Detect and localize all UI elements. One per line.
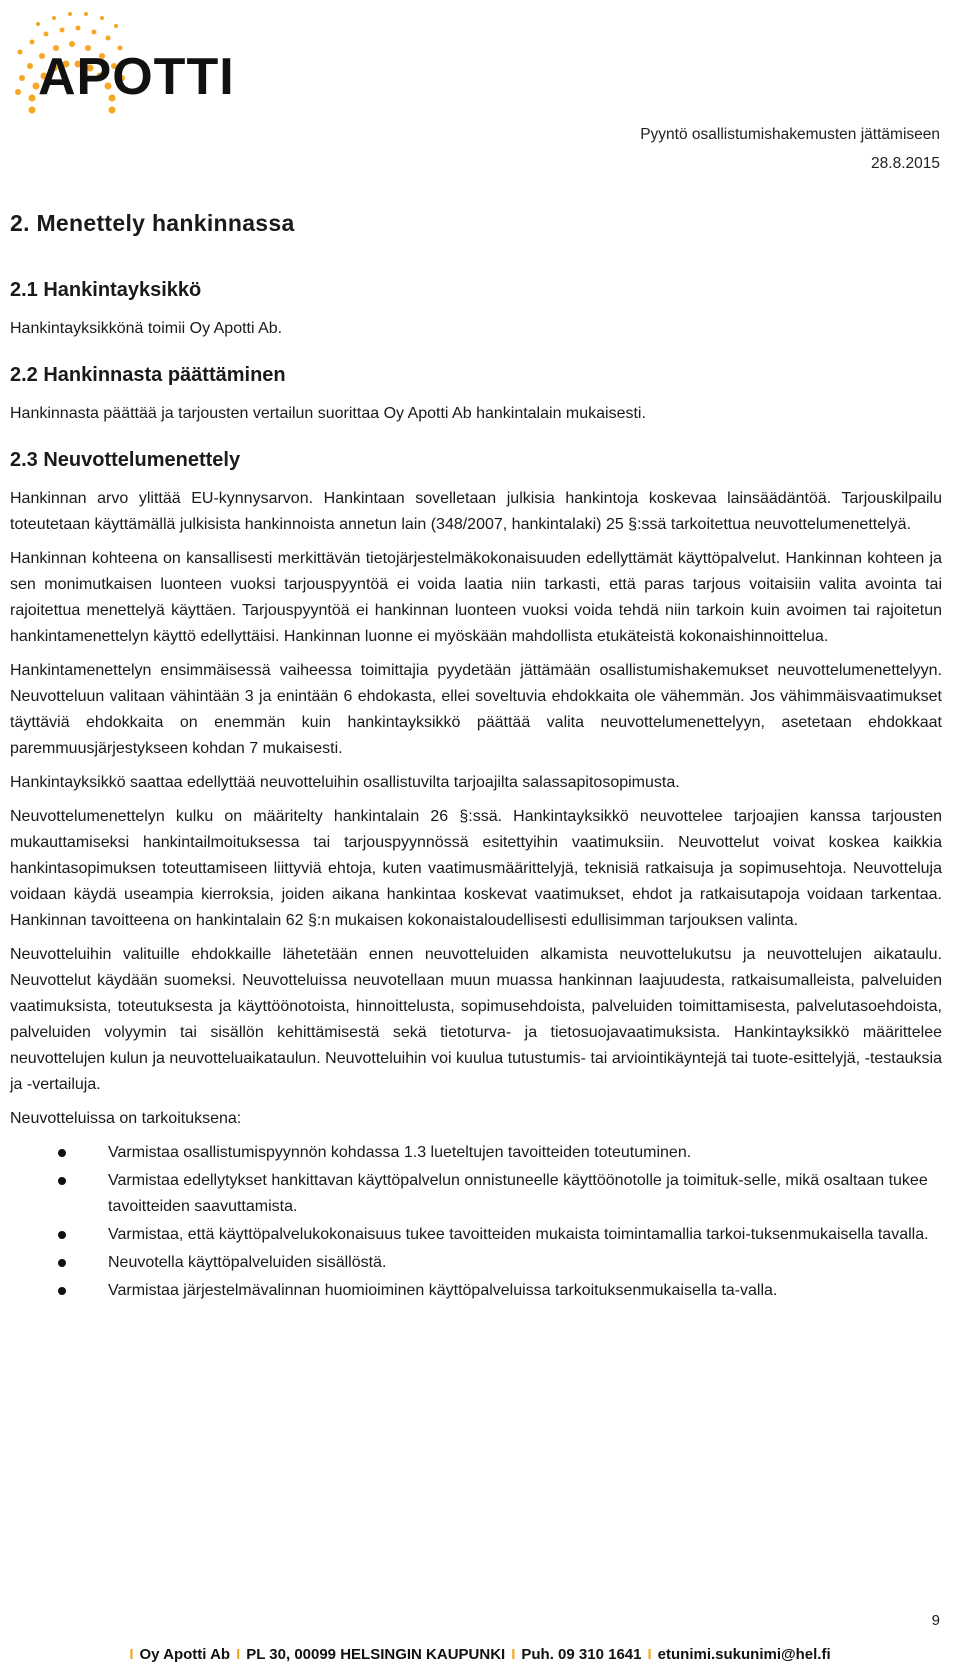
paragraph: Hankinnan arvo ylittää EU-kynnysarvon. Hankintaan sovelletaan julkisia hankintoja koskevaa lainsäädäntöä. Tarjouskilpailu toteutetaan käyttämällä julkisista hankinnoista annetun lain (348/2007, hankintalaki) 25 §:ssä tarkoitettua neuvottelumenettelyä. xyxy=(10,490,942,533)
footer-email: etunimi.sukunimi@hel.fi xyxy=(657,1646,831,1663)
section-2-3 xyxy=(10,449,942,1304)
bullet-icon xyxy=(58,1287,66,1295)
footer-separator: I xyxy=(129,1646,134,1663)
apotti-logo xyxy=(8,4,248,124)
footer-separator: I xyxy=(647,1646,652,1663)
footer-separator: I xyxy=(236,1646,241,1663)
footer-separator: I xyxy=(511,1646,516,1663)
paragraph: Hankintayksikkö saattaa edellyttää neuvotteluihin osallistuvilta tarjoajilta salassapitosopimusta. xyxy=(10,774,680,791)
list-item xyxy=(10,1168,942,1220)
list-item xyxy=(10,1278,942,1304)
footer xyxy=(0,1646,960,1663)
list-item-text: Varmistaa osallistumispyynnön kohdassa 1.3 lueteltujen tavoitteiden toteutuminen. xyxy=(108,1144,692,1161)
list-item-text: Neuvotella käyttöpalveluiden sisällöstä. xyxy=(108,1254,387,1271)
list-item-text: Varmistaa järjestelmävalinnan huomioiminen käyttöpalveluissa tarkoituksenmukaisella ta-valla. xyxy=(108,1282,778,1299)
list-item xyxy=(10,1140,942,1166)
section-2-2 xyxy=(10,364,942,427)
footer-company: Oy Apotti Ab xyxy=(139,1646,231,1663)
paragraph: Neuvotteluihin valituille ehdokkaille lähetetään ennen neuvotteluiden alkamista neuvottelukutsu ja neuvottelujen aikataulu. Neuvottelut käydään suomeksi. Neuvotteluissa neuvotellaan muun muassa hankinnan laajuudesta, ratkaisumalleista, palveluiden vaatimuksista, toteutuksesta ja käyttöönotoista, hinnoittelusta, sopimusehdoista, palveluiden toimittamisesta, palvelutasoehdoista, palveluiden volyymin tai sisällön kehittämisestä sekä tietoturva- ja tietosuojavaatimuksista. Hankintayksikkö määrittelee neuvottelujen kulun ja neuvotteluaikataulun. Neuvotteluihin voi kuulua tutustumis- tai arviointikäyntejä tai tuote-esittelyjä, -testauksia ja -vertailuja. xyxy=(10,946,942,1093)
section-heading: 2.3 Neuvottelumenettely xyxy=(10,449,241,471)
paragraph: Neuvottelumenettelyn kulku on määritelty hankintalain 26 §:ssä. Hankintayksikkö neuvottelee tarjoajien kanssa tarjousten mukauttamiseksi hankintailmoituksessa tai tarjouspyynnössä esitettyihin vaatimuksiin. Neuvottelut voivat koskea kaikkia hankintasopimuksen toteuttamiseen liittyviä ehtoja, kuten vaatimusmäärittelyjä, teknisiä ratkaisuja ja sopimusehtoja. Neuvotteluja voidaan käydä useampia kierroksia, joiden aikana hankintaa koskevat vaatimukset, ehdot ja ratkaisutapoja voidaan tarkentaa. Hankinnan tavoitteena on hankintalain 62 §:n mukaisen kokonaistaloudellisesti edullisimman tarjouksen valinta. xyxy=(10,808,942,929)
document-date: 28.8.2015 xyxy=(871,155,940,172)
list-item-text: Varmistaa, että käyttöpalvelukokonaisuus tukee tavoitteiden mukaista toimintamallia tarkoi-tuksenmukaisella tavalla. xyxy=(108,1226,929,1243)
bullet-icon xyxy=(58,1149,66,1157)
logo-text: APOTTI xyxy=(38,48,235,106)
bullet-list xyxy=(10,1140,942,1304)
bullet-icon xyxy=(58,1231,66,1239)
document-title: Pyyntö osallistumishakemusten jättämiseen xyxy=(640,126,940,143)
section-heading: 2.1 Hankintayksikkö xyxy=(10,279,202,301)
section-2-1 xyxy=(10,279,942,342)
paragraph: Hankinnan kohteena on kansallisesti merkittävän tietojärjestelmäkokonaisuuden edellyttämät käyttöpalvelut. Hankinnan kohteen ja sen monimutkaisen luonteen vuoksi tarjouspyyntöä ei voida laatia niin tarkasti, että paras tarjous voitaisiin valita avointa tai rajoitettua menettelyä käyttäen. Tarjouspyyntöä ei hankinnan luonteen vuoksi voida tehdä niin tarkoin kuin avoimen tai rajoitetun hankintamenettelyn käyttö edellyttäisi. Hankinnan luonne ei myöskään mahdollista etukäteistä kokonaishinnoittelua. xyxy=(10,550,942,645)
list-item-text: Varmistaa edellytykset hankittavan käyttöpalvelun onnistuneelle käyttöönotolle ja toimituk-selle, mikä osaltaan tukee tavoitteiden saavuttamista. xyxy=(108,1172,928,1215)
footer-address: PL 30, 00099 HELSINGIN KAUPUNKI xyxy=(246,1646,506,1663)
page-number: 9 xyxy=(931,1612,940,1629)
paragraph: Neuvotteluissa on tarkoituksena: xyxy=(10,1110,242,1127)
bullet-icon xyxy=(58,1259,66,1267)
list-item xyxy=(10,1250,942,1276)
list-item xyxy=(10,1222,942,1248)
main-heading: 2. Menettely hankinnassa xyxy=(10,210,295,236)
paragraph: Hankintamenettelyn ensimmäisessä vaiheessa toimittajia pyydetään jättämään osallistumishakemukset neuvottelumenettelyyn. Neuvotteluun valitaan vähintään 3 ja enintään 6 ehdokasta, ellei soveltuvia ehdokkaita ole vähemmän. Jos vähimmäisvaatimukset täyttäviä ehdokkaita on enemmän kuin hankintayksikkö päättää valita neuvottelumenettelyyn, asetetaan ehdokkaat paremmuusjärjestykseen kohdan 7 mukaisesti. xyxy=(10,662,942,757)
document-body xyxy=(10,200,942,1326)
paragraph: Hankinnasta päättää ja tarjousten vertailun suorittaa Oy Apotti Ab hankintalain mukaisesti. xyxy=(10,405,646,422)
paragraph: Hankintayksikkönä toimii Oy Apotti Ab. xyxy=(10,320,283,337)
section-heading: 2.2 Hankinnasta päättäminen xyxy=(10,364,286,386)
bullet-icon xyxy=(58,1177,66,1185)
footer-phone: Puh. 09 310 1641 xyxy=(521,1646,642,1663)
